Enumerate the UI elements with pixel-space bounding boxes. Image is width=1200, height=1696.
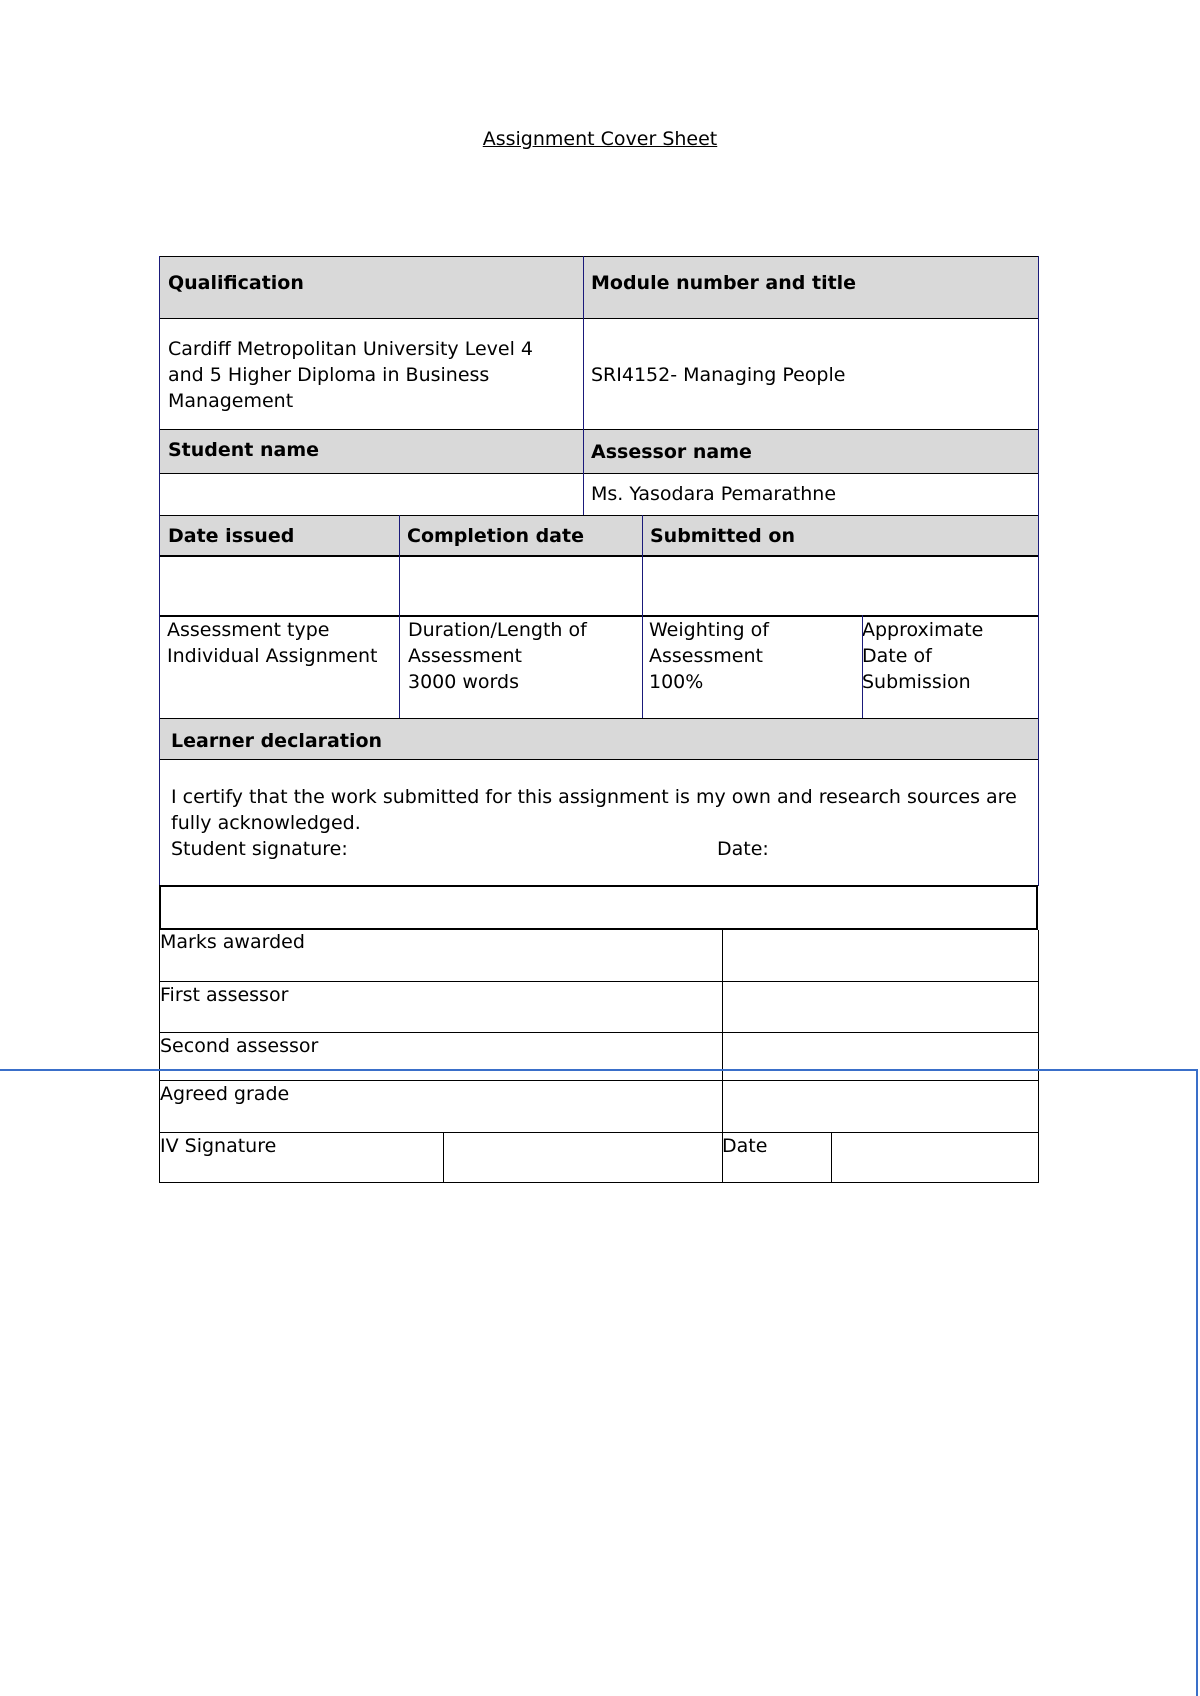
weighting-cell <box>642 617 862 719</box>
agreed-grade-label: Agreed grade <box>160 1083 290 1105</box>
page-title: Assignment Cover Sheet <box>482 128 718 150</box>
qualification-label: Qualification <box>160 256 583 318</box>
module-value: SRI4152- Managing People <box>591 364 846 386</box>
module-label: Module number and title <box>583 256 1039 318</box>
overlay-frame-top <box>0 1069 1198 1071</box>
submitted-on-label: Submitted on <box>642 516 1039 556</box>
overlay-frame-right <box>1196 1069 1198 1696</box>
duration-value: 3000 words <box>408 671 519 693</box>
first-assessor-value[interactable] <box>722 982 1038 1032</box>
assessment-type-label: Assessment type <box>167 619 330 641</box>
student-signature-label: Student signature: <box>171 838 348 860</box>
declaration-body <box>160 784 1039 862</box>
student-name-label: Student name <box>160 430 583 473</box>
qualification-value: Cardiff Metropolitan University Level 4 and 5 Higher Diploma in Business Management <box>168 338 533 412</box>
assessor-name-label: Assessor name <box>583 430 1039 473</box>
assessment-type-value: Individual Assignment <box>167 645 378 667</box>
iv-signature-value[interactable] <box>444 1133 722 1182</box>
weighting-value: 100% <box>649 671 704 693</box>
duration-cell <box>399 617 642 719</box>
iv-date-label: Date <box>722 1135 768 1157</box>
iv-signature-label: IV Signature <box>160 1135 277 1157</box>
first-assessor-label: First assessor <box>160 984 289 1006</box>
assessor-name-value: Ms. Yasodara Pemarathne <box>591 483 837 505</box>
date-issued-value[interactable] <box>160 556 399 616</box>
agreed-grade-value[interactable] <box>722 1081 1038 1132</box>
submitted-on-value[interactable] <box>642 556 1039 616</box>
second-assessor-value[interactable] <box>722 1033 1038 1080</box>
marks-table-header-row <box>159 885 1038 930</box>
second-assessor-label: Second assessor <box>160 1035 319 1057</box>
approx-date-cell <box>862 617 1039 719</box>
assessment-type-cell <box>160 617 399 719</box>
iv-date-value[interactable] <box>831 1133 1038 1182</box>
declaration-heading: Learner declaration <box>160 719 1039 759</box>
student-name-value[interactable] <box>160 473 583 515</box>
date-issued-label: Date issued <box>160 516 399 556</box>
weighting-label: Weighting of Assessment <box>649 619 769 667</box>
completion-date-value[interactable] <box>399 556 642 616</box>
declaration-date-label: Date: <box>717 838 769 860</box>
marks-awarded-label: Marks awarded <box>160 931 305 953</box>
marks-awarded-value[interactable] <box>722 930 1038 981</box>
completion-date-label: Completion date <box>399 516 642 556</box>
approx-date-label: Approximate Date of Submission <box>862 619 984 693</box>
declaration-text: I certify that the work submitted for this assignment is my own and research sources are fully acknowledged. <box>171 786 1017 834</box>
duration-label: Duration/Length of Assessment <box>408 619 587 667</box>
